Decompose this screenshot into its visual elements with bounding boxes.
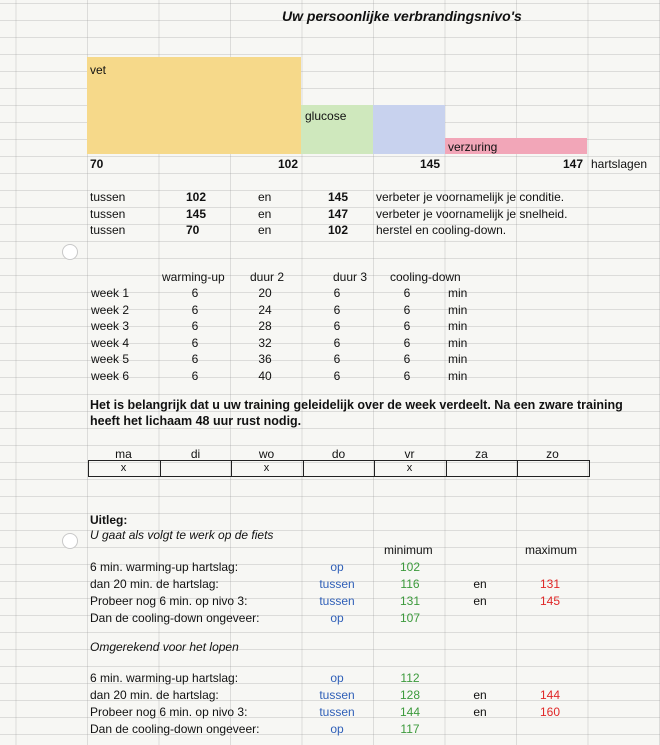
lopen-minimum-value: 128	[399, 688, 421, 702]
lopen-instruction-word: op	[330, 722, 344, 736]
col-minimum: minimum	[384, 543, 433, 557]
day-name: za	[475, 447, 488, 461]
range-from: 70	[186, 223, 200, 237]
range-text: verbeter je voornamelijk je conditie.	[376, 190, 565, 204]
range-text: verbeter je voornamelijk je snelheid.	[376, 207, 568, 221]
schedule-duur3-value: 6	[333, 368, 341, 383]
schedule-header: warming-up	[162, 270, 225, 284]
binder-hole-bottom	[62, 533, 78, 549]
fiets-instruction-label: 6 min. warming-up hartslag:	[90, 560, 239, 574]
fiets-instruction-word: tussen	[319, 594, 355, 608]
range-from: 102	[186, 190, 207, 204]
page-title: Uw persoonlijke verbrandingsnivo's	[282, 8, 522, 24]
binder-hole-top	[62, 244, 78, 260]
range-mid: en	[258, 190, 272, 204]
day-cell	[517, 460, 590, 477]
fiets-instruction-word: tussen	[319, 577, 355, 591]
schedule-unit-label: min	[448, 352, 468, 366]
uitleg-heading: Uitleg:	[90, 513, 128, 527]
lopen-maximum-value: 160	[539, 705, 561, 719]
range-pre: tussen	[90, 207, 126, 221]
schedule-warmup-value: 6	[191, 368, 199, 383]
day-mark: x	[406, 462, 413, 474]
range-to: 147	[328, 207, 349, 221]
fiets-minimum-value: 131	[399, 594, 421, 608]
lopen-subheading: Omgerekend voor het lopen	[90, 640, 239, 654]
schedule-warmup-value: 6	[191, 286, 199, 300]
schedule-warmup-value: 6	[191, 335, 199, 350]
zone-vet-label: vet	[90, 63, 107, 77]
axis-value-70: 70	[90, 157, 104, 171]
zone-vet	[87, 57, 301, 154]
schedule-warmup-value: 6	[191, 319, 199, 333]
day-name: di	[190, 447, 201, 461]
day-cell	[160, 460, 232, 477]
schedule-week-label: week 2	[91, 302, 130, 317]
schedule-warmup-value: 6	[191, 352, 199, 366]
fiets-minimum-value: 116	[400, 577, 420, 591]
lopen-maximum-value: 144	[539, 688, 561, 702]
range-to: 145	[328, 190, 349, 204]
schedule-header: duur 3	[333, 270, 368, 284]
lopen-minimum-value: 112	[400, 671, 420, 685]
range-mid: en	[258, 223, 272, 237]
schedule-duur2-value: 28	[258, 319, 272, 333]
schedule-duur2-value: 40	[258, 368, 272, 383]
day-name: do	[331, 447, 346, 461]
col-maximum: maximum	[525, 543, 578, 557]
axis-unit: hartslagen	[591, 157, 648, 171]
schedule-cooldown-value: 6	[403, 352, 411, 366]
fiets-instruction-label: dan 20 min. de hartslag:	[90, 577, 219, 591]
schedule-header: duur 2	[250, 270, 285, 284]
schedule-cooldown-value: 6	[403, 286, 411, 300]
range-pre: tussen	[90, 223, 126, 237]
fiets-maximum-value: 145	[539, 594, 561, 608]
schedule-duur2-value: 20	[258, 286, 272, 300]
lopen-en-word: en	[473, 688, 487, 702]
schedule-week-label: week 3	[91, 319, 130, 333]
schedule-duur3-value: 6	[333, 302, 341, 317]
schedule-unit-label: min	[448, 286, 468, 300]
schedule-cooldown-value: 6	[403, 335, 411, 350]
zone-blue	[373, 105, 445, 154]
note-line-2: heeft het lichaam 48 uur rust nodig.	[90, 414, 302, 428]
lopen-minimum-value: 117	[400, 722, 420, 736]
schedule-duur3-value: 6	[333, 319, 341, 333]
schedule-unit-label: min	[448, 302, 468, 317]
schedule-duur2-value: 32	[258, 335, 272, 350]
fiets-en-word: en	[473, 594, 487, 608]
schedule-header: cooling-down	[390, 270, 461, 284]
lopen-instruction-label: 6 min. warming-up hartslag:	[90, 671, 239, 685]
fiets-minimum-value: 107	[399, 611, 421, 625]
range-from: 145	[186, 207, 207, 221]
schedule-week-label: week 5	[91, 352, 130, 366]
lopen-en-word: en	[473, 705, 487, 719]
day-mark: x	[263, 462, 270, 474]
lopen-instruction-word: op	[330, 671, 344, 685]
schedule-warmup-value: 6	[191, 302, 199, 317]
day-name: ma	[115, 447, 132, 461]
lopen-instruction-word: tussen	[319, 688, 355, 702]
lopen-instruction-label: Probeer nog 6 min. op nivo 3:	[90, 705, 248, 719]
schedule-unit-label: min	[448, 335, 468, 350]
schedule-duur3-value: 6	[333, 335, 341, 350]
lopen-instruction-label: dan 20 min. de hartslag:	[90, 688, 219, 702]
range-pre: tussen	[90, 190, 126, 204]
note-line-1: Het is belangrijk dat u uw training geleidelijk over de week verdeelt. Na een zware training	[90, 398, 623, 412]
schedule-week-label: week 6	[91, 368, 130, 383]
day-name: vr	[404, 447, 415, 461]
day-name: zo	[546, 447, 559, 461]
axis-value-145: 145	[420, 157, 441, 171]
day-mark: x	[120, 462, 127, 474]
schedule-duur3-value: 6	[333, 286, 341, 300]
axis-value-102: 102	[278, 157, 299, 171]
day-cell	[446, 460, 518, 477]
schedule-week-label: week 1	[91, 286, 130, 300]
fiets-minimum-value: 102	[399, 560, 421, 574]
lopen-instruction-label: Dan de cooling-down ongeveer:	[90, 722, 260, 736]
lopen-instruction-word: tussen	[319, 705, 355, 719]
lopen-minimum-value: 144	[399, 705, 421, 719]
schedule-unit-label: min	[448, 368, 468, 383]
schedule-week-label: week 4	[91, 335, 130, 350]
fiets-instruction-word: op	[330, 611, 344, 625]
schedule-duur3-value: 6	[333, 352, 341, 366]
axis-value-147: 147	[563, 157, 584, 171]
zone-verzuring-label: verzuring	[448, 140, 498, 154]
day-name: wo	[258, 447, 275, 461]
fiets-instruction-word: op	[330, 560, 344, 574]
schedule-cooldown-value: 6	[403, 319, 411, 333]
range-mid: en	[258, 207, 272, 221]
fiets-instruction-label: Probeer nog 6 min. op nivo 3:	[90, 594, 248, 608]
schedule-duur2-value: 24	[258, 302, 272, 317]
schedule-cooldown-value: 6	[403, 302, 411, 317]
zone-glucose-label: glucose	[305, 109, 347, 123]
range-to: 102	[328, 223, 349, 237]
day-cell	[303, 460, 375, 477]
fiets-maximum-value: 131	[539, 577, 561, 591]
fiets-subheading: U gaat als volgt te werk op de fiets	[90, 528, 274, 542]
fiets-instruction-label: Dan de cooling-down ongeveer:	[90, 611, 260, 625]
range-text: herstel en cooling-down.	[376, 223, 507, 237]
fiets-en-word: en	[473, 577, 487, 591]
schedule-unit-label: min	[448, 319, 468, 333]
schedule-cooldown-value: 6	[403, 368, 411, 383]
schedule-duur2-value: 36	[258, 352, 272, 366]
